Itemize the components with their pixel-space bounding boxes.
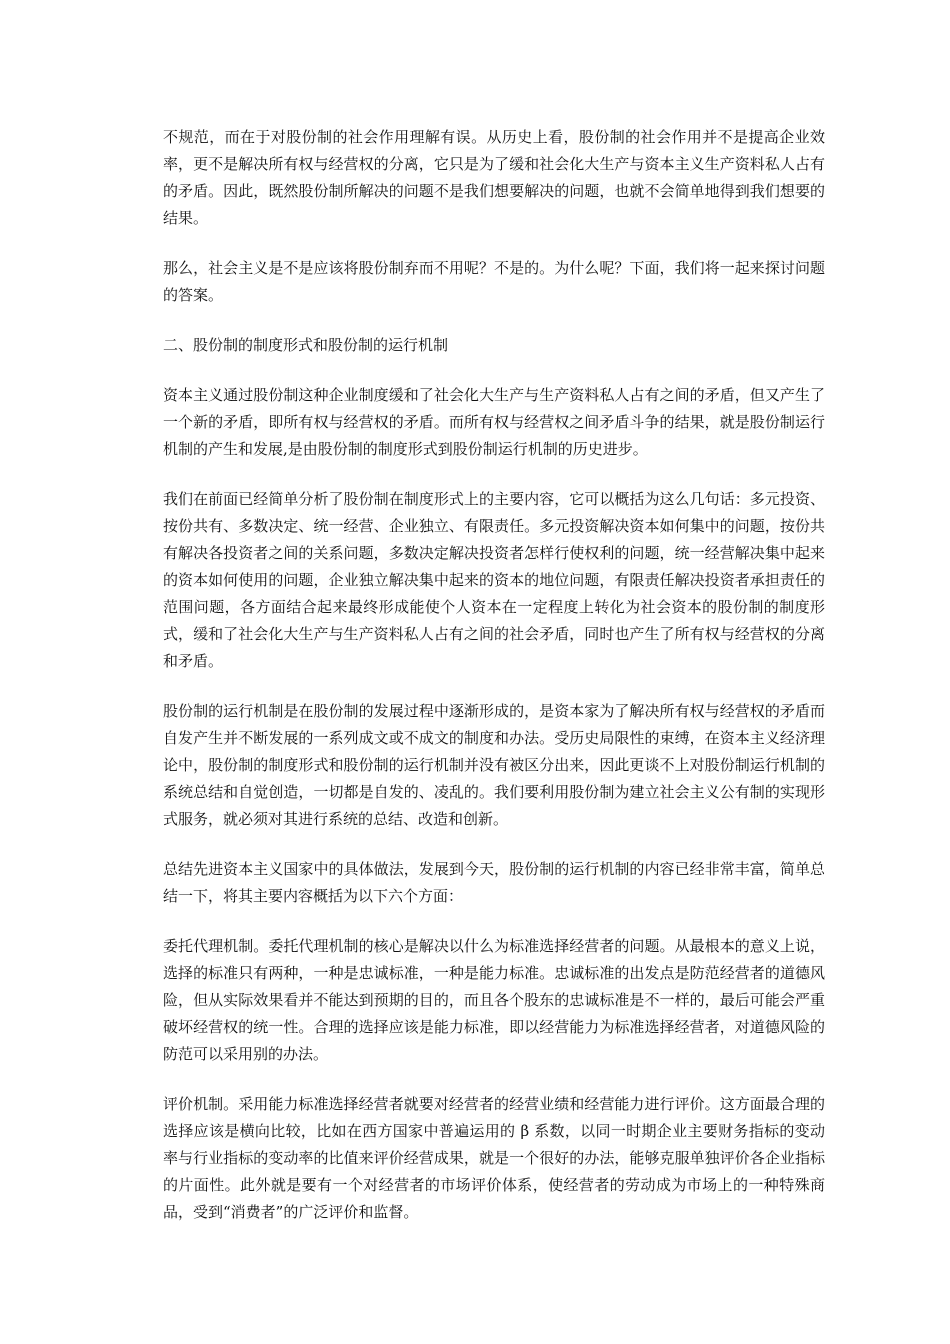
paragraph-1: 不规范，而在于对股份制的社会作用理解有误。从历史上看，股份制的社会作用并不是提高企业效率，更不是解决所有权与经营权的分离，它只是为了缓和社会化大生产与资本主义生产资料私人占有的矛盾。因此，既然股份制所解决的问题不是我们想要解决的问题，也就不会简单地得到我们想要的结果。 bbox=[163, 128, 825, 227]
paragraph-3: 资本主义通过股份制这种企业制度缓和了社会化大生产与生产资料私人占有之间的矛盾，但又产生了一个新的矛盾，即所有权与经营权的矛盾。而所有权与经营权之间矛盾斗争的结果，就是股份制运行机制的产生和发展,是由股份制的制度形式到股份制运行机制的历史进步。 bbox=[163, 386, 825, 458]
paragraph-4: 我们在前面已经简单分析了股份制在制度形式上的主要内容，它可以概括为这么几句话：多元投资、按份共有、多数决定、统一经营、企业独立、有限责任。多元投资解决资本如何集中的问题，按份共有解决各投资者之间的关系问题，多数决定解决投资者怎样行使权利的问题，统一经营解决集中起来的资本如何使用的问题，企业独立解决集中起来的资本的地位问题，有限责任解决投资者承担责任的范围问题，各方面结合起来最终形成能使个人资本在一定程度上转化为社会资本的股份制的制度形式，缓和了社会化大生产与生产资料私人占有之间的社会矛盾，同时也产生了所有权与经营权的分离和矛盾。 bbox=[163, 490, 825, 670]
paragraph-2: 那么，社会主义是不是应该将股份制弃而不用呢？不是的。为什么呢？下面，我们将一起来探讨问题的答案。 bbox=[163, 259, 825, 304]
paragraph-7: 委托代理机制。委托代理机制的核心是解决以什么为标准选择经营者的问题。从最根本的意义上说，选择的标准只有两种，一种是忠诚标准，一种是能力标准。忠诚标准的出发点是防范经营者的道德风险，但从实际效果看并不能达到预期的目的，而且各个股东的忠诚标准是不一样的，最后可能会严重破坏经营权的统一性。合理的选择应该是能力标准，即以经营能力为标准选择经营者，对道德风险的防范可以采用别的办法。 bbox=[163, 937, 825, 1063]
paragraph-5: 股份制的运行机制是在股份制的发展过程中逐渐形成的，是资本家为了解决所有权与经营权的矛盾而自发产生并不断发展的一系列成文或不成文的制度和办法。受历史局限性的束缚，在资本主义经济理论中，股份制的制度形式和股份制的运行机制并没有被区分出来，因此更谈不上对股份制运行机制的系统总结和自觉创造，一切都是自发的、凌乱的。我们要利用股份制为建立社会主义公有制的实现形式服务，就必须对其进行系统的总结、改造和创新。 bbox=[163, 702, 825, 828]
section-heading: 二、股份制的制度形式和股份制的运行机制 bbox=[163, 336, 449, 354]
document-page bbox=[163, 124, 825, 1249]
paragraph-8: 评价机制。采用能力标准选择经营者就要对经营者的经营业绩和经营能力进行评价。这方面最合理的选择应该是横向比较，比如在西方国家中普遍运用的 β 系数，以同一时期企业主要财务指标的变动率与行业指标的变动率的比值来评价经营成果，就是一个很好的办法，能够克服单独评价各企业指标的片面性。此外就是要有一个对经营者的市场评价体系，使经营者的劳动成为市场上的一种特殊商品，受到“消费者”的广泛评价和监督。 bbox=[163, 1095, 825, 1221]
paragraph-6: 总结先进资本主义国家中的具体做法，发展到今天，股份制的运行机制的内容已经非常丰富，简单总结一下，将其主要内容概括为以下六个方面： bbox=[163, 860, 825, 905]
